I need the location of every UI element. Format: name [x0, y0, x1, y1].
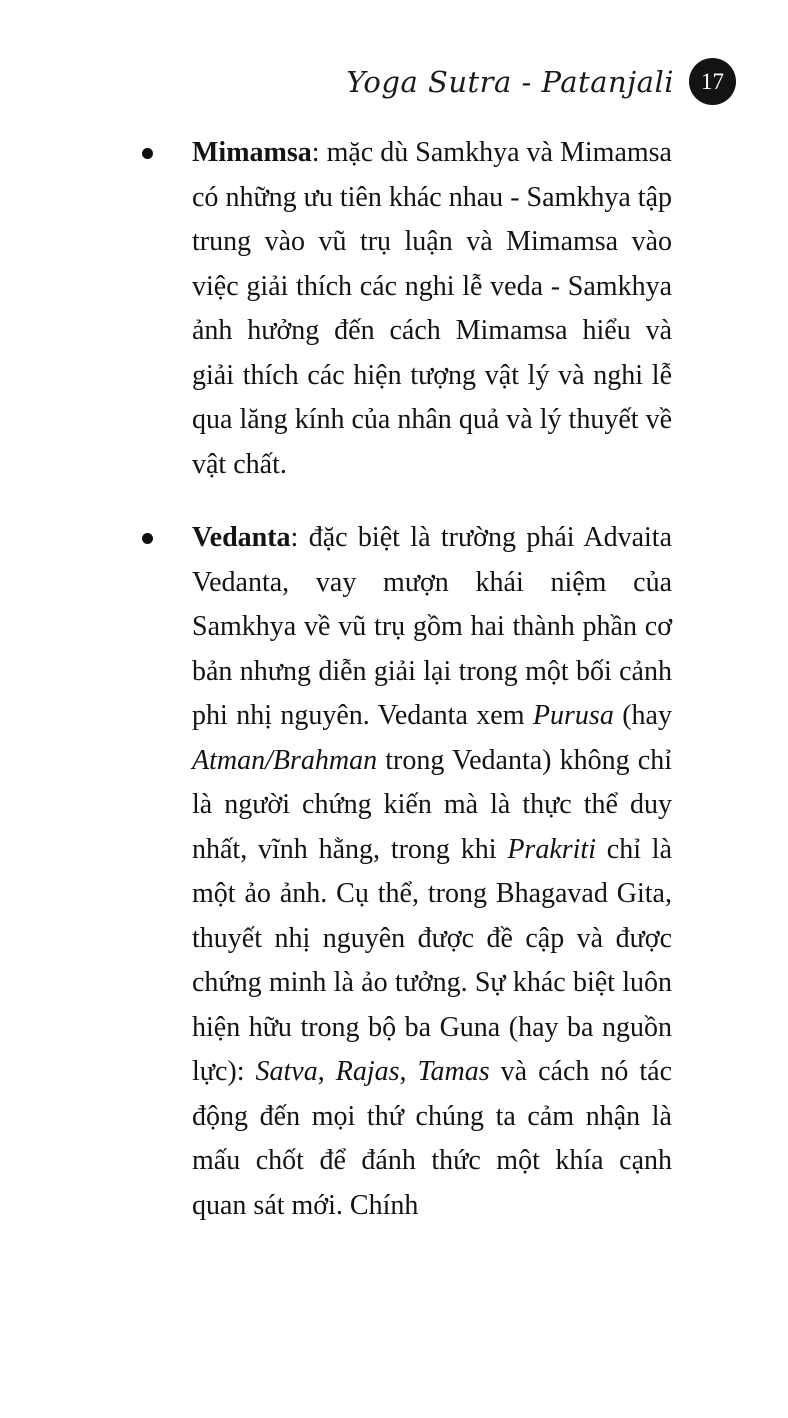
bullet-list	[140, 131, 672, 1257]
text-run: : đặc biệt là trường phái Advaita Vedanta, vay mượn khái niệm của Samkhya về vũ trụ gồm hai thành phần cơ bản nhưng diễn giải lại trong một bối cảnh phi nhị nguyên. Vedanta xem	[192, 522, 672, 731]
term-italic: Rajas	[335, 1056, 400, 1087]
term-italic: Purusa	[532, 700, 614, 731]
page-header	[346, 58, 736, 105]
page-number-badge	[689, 58, 736, 105]
term-italic: Prakriti	[507, 833, 596, 865]
text-run: trong Vedanta) không chỉ là người chứng kiến mà là thực thể duy nhất, vĩnh hằng, trong khi	[192, 744, 672, 865]
text-run: ,	[399, 1056, 418, 1087]
text-run: và cách nó tác động đến mọi thứ chúng ta cảm nhận là mấu chốt để đánh thức một khía cạnh quan sát mới. Chính	[192, 1056, 673, 1221]
term-italic: Satva	[255, 1056, 318, 1087]
term-italic: Atman/Brahman	[192, 744, 378, 776]
list-item	[140, 131, 672, 487]
term-bold: Mimamsa	[192, 137, 312, 168]
running-title: Yoga Sutra - Patanjali	[346, 64, 674, 99]
page-number: 17	[701, 69, 724, 94]
text-run: (hay	[613, 700, 672, 731]
text-run: chỉ là một ảo ảnh. Cụ thể, trong Bhagavad Gita, thuyết nhị nguyên được đề cập và được chứng minh là ảo tưởng. Sự khác biệt luôn hiện hữu trong bộ ba Guna (hay ba nguồn lực):	[192, 833, 673, 1087]
text-run: ,	[317, 1056, 336, 1087]
term-bold: Vedanta	[192, 522, 291, 553]
list-item	[140, 516, 672, 1228]
text-run: : mặc dù Samkhya và Mimamsa có những ưu tiên khác nhau - Samkhya tập trung vào vũ trụ luận và Mimamsa vào việc giải thích các nghi lễ veda - Samkhya ảnh hưởng đến cách Mimamsa hiểu và giải thích các hiện tượng vật lý và nghi lễ qua lăng kính của nhân quả và lý thuyết về vật chất.	[192, 137, 672, 480]
term-italic: Tamas	[417, 1056, 490, 1087]
